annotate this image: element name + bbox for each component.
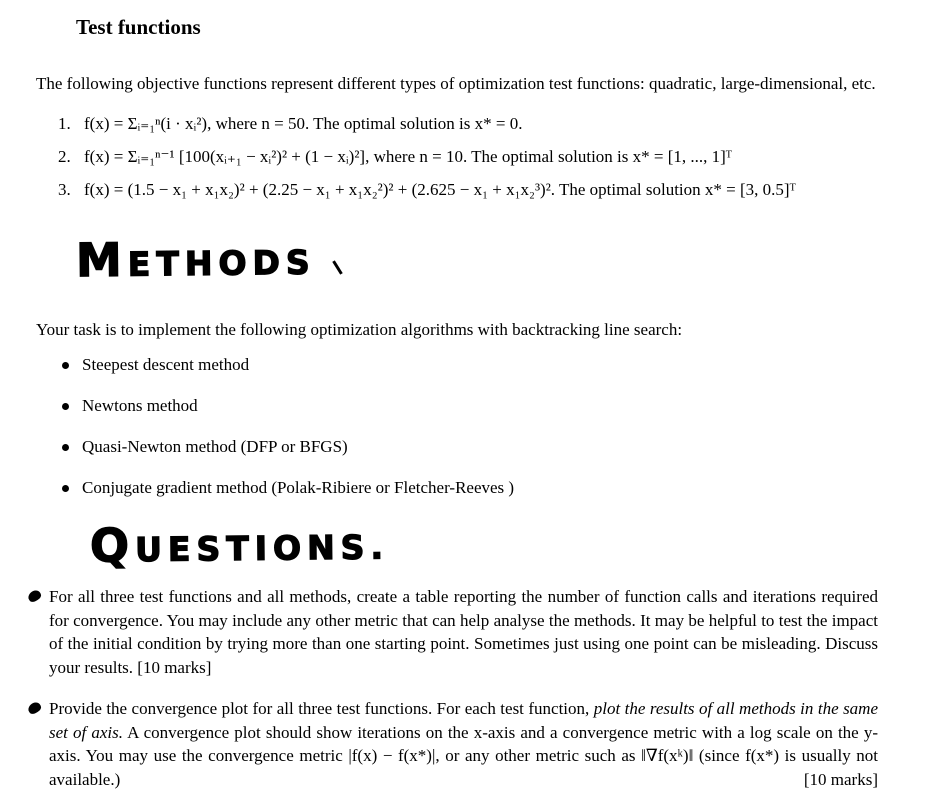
question-2 <box>36 697 878 791</box>
method-item-quasi-newton <box>62 435 878 459</box>
item-number: 1. <box>58 114 71 133</box>
question-body-italic: plot the results of all methods in the same set of axis. <box>49 699 879 742</box>
test-function-item-2 <box>36 144 878 170</box>
questions-heading-row <box>89 518 878 573</box>
method-label: Quasi-Newton method (DFP or BFGS) <box>82 437 348 456</box>
page-title: Test functions <box>76 15 201 39</box>
method-item-newtons <box>62 394 878 418</box>
item-number: 2. <box>58 147 71 166</box>
item-formula: f(x) = Σᵢ₌₁ⁿ⁻¹ [100(xᵢ₊₁ − xᵢ²)² + (1 − xᵢ)²], where n = 10. The optimal solution is x* = [1, ..., 1]ᵀ <box>84 147 732 166</box>
question-body: For all three test functions and all methods, create a table reporting the number of function calls and iterations required for convergence. You may include any other metric that can help analyse the methods. It may be helpful to test the impact of the initial condition by trying more than one starting point. Sometimes just using one point can be misleading. Discuss your results. <box>49 587 878 677</box>
test-function-item-1 <box>36 111 878 137</box>
handwritten-bullet-icon <box>26 701 42 716</box>
marks-label: [10 marks] <box>137 657 212 677</box>
test-function-list <box>36 111 878 203</box>
handwritten-bullet-icon <box>26 589 42 604</box>
bullet-icon <box>62 362 69 369</box>
method-label: Newtons method <box>82 396 198 415</box>
item-formula: f(x) = (1.5 − x₁ + x₁x₂)² + (2.25 − x₁ + x₁x₂²)² + (2.625 − x₁ + x₁x₂³)². The optimal solution x* = [3, 0.5]ᵀ <box>84 180 796 199</box>
marks-label: [10 marks] <box>803 769 878 789</box>
pen-stroke-icon <box>332 260 342 274</box>
question-body-part1: Provide the convergence plot for all three test functions. For each test function, <box>49 699 594 718</box>
method-item-steepest-descent <box>62 353 878 377</box>
methods-intro: Your task is to implement the following optimization algorithms with backtracking line search: <box>36 320 683 339</box>
question-1-text <box>49 585 878 679</box>
bullet-icon <box>62 444 69 451</box>
method-label: Steepest descent method <box>82 355 250 374</box>
methods-heading-row <box>75 232 878 288</box>
methods-list <box>36 353 878 500</box>
bullet-icon <box>62 403 69 410</box>
question-body-part2: A convergence plot should show iterations on the x-axis and a convergence metric with a log scale on the y-axis. You may use the convergence metric |f(x) − f(x*)|, or any other metric such as ‖∇f(xᵏ)‖ (since f(x*) is usually not available.) <box>49 722 878 789</box>
intro-paragraph: The following objective functions represent different types of optimization test functions: quadratic, large-dimensional, etc. <box>36 74 876 93</box>
question-1 <box>36 585 878 679</box>
item-number: 3. <box>58 180 71 199</box>
test-function-item-3 <box>36 177 878 203</box>
method-item-conjugate-gradient <box>62 476 878 500</box>
methods-heading: METHODS <box>75 232 316 288</box>
method-label: Conjugate gradient method (Polak-Ribiere or Fletcher-Reeves ) <box>82 478 515 497</box>
questions-heading: QUESTIONS. <box>89 518 390 573</box>
item-formula: f(x) = Σᵢ₌₁ⁿ(i · xᵢ²), where n = 50. The optimal solution is x* = 0. <box>84 114 523 133</box>
question-2-text <box>49 697 878 791</box>
bullet-icon <box>62 485 69 492</box>
